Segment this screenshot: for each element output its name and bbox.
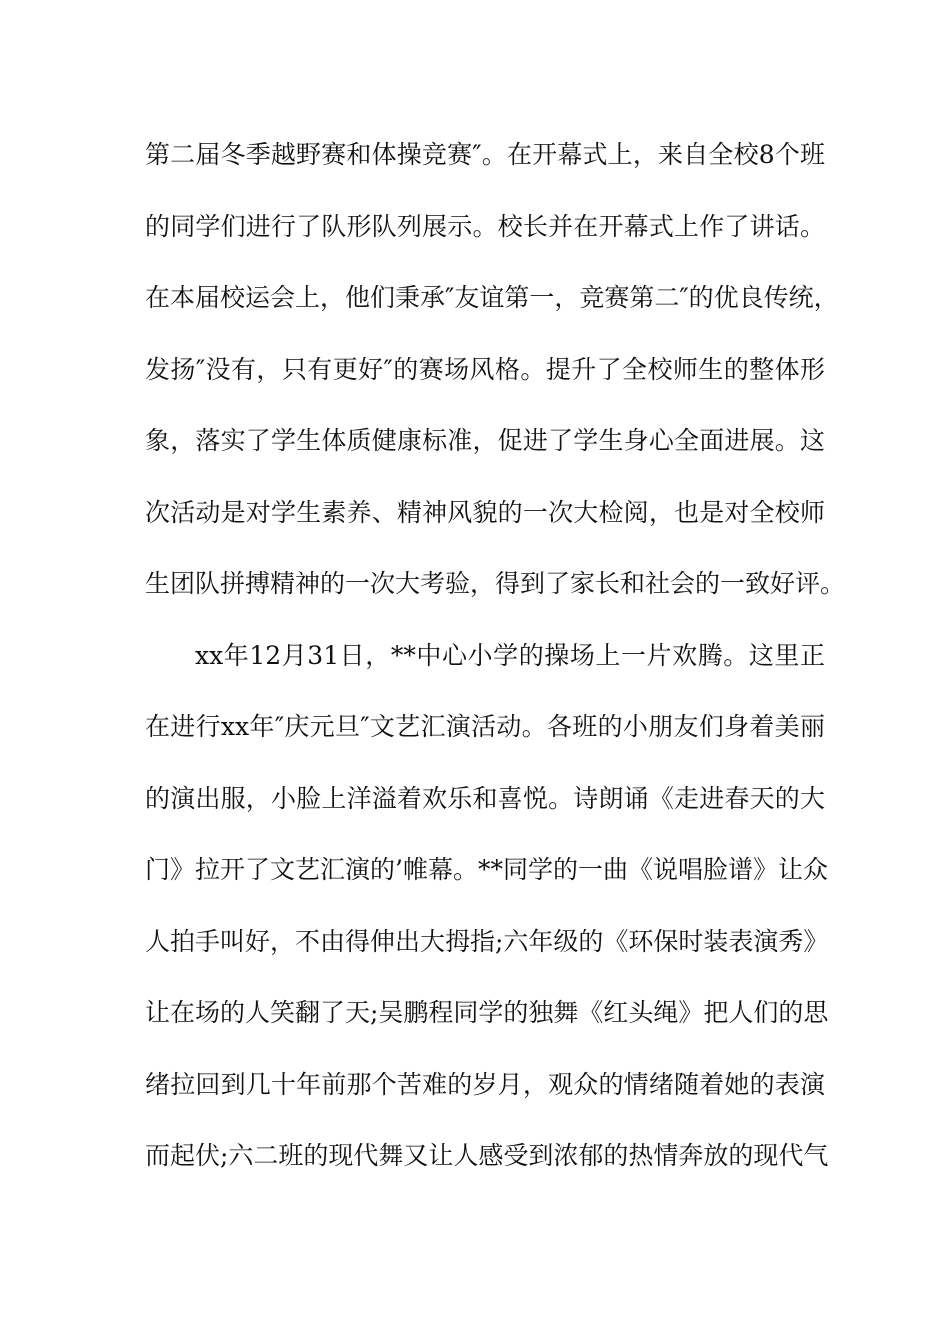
paragraph-start-line: xx年12月31日，**中心小学的操场上一片欢腾。这里正: [195, 640, 825, 670]
text-line: 发扬″没有，只有更好″的赛场风格。提升了全校师生的整体形: [145, 354, 825, 384]
text-line: 次活动是对学生素养、精神风貌的一次大检阅，也是对全校师: [145, 497, 825, 527]
text-line: 绪拉回到几十年前那个苦难的岁月，观众的情绪随着她的表演: [145, 1069, 825, 1099]
text-line: 人拍手叫好，不由得伸出大拇指;六年级的《环保时装表演秀》: [145, 926, 829, 956]
text-line: 在进行xx年″庆元旦″文艺汇演活动。各班的小朋友们身着美丽: [145, 712, 825, 741]
text-line: 第二届冬季越野赛和体操竞赛″。在开幕式上，来自全校8个班: [145, 140, 825, 169]
text-line: 而起伏;六二班的现代舞又让人感受到浓郁的热情奔放的现代气: [145, 1141, 829, 1170]
body-text: [145, 128, 846, 1201]
text-line: 门》拉开了文艺汇演的’帷幕。**同学的一曲《说唱脸谱》让众: [145, 855, 828, 884]
text-line: 生团队拼搏精神的一次大考验，得到了家长和社会的一致好评。: [145, 569, 846, 598]
text-line: 让在场的人笑翻了天;吴鹏程同学的独舞《红头绳》把人们的思: [145, 998, 829, 1027]
text-line: 的演出服，小脸上洋溢着欢乐和喜悦。诗朗诵《走进春天的大: [145, 783, 825, 813]
text-line: 在本届校运会上，他们秉承″友谊第一，竞赛第二″的优良传统，: [145, 283, 839, 312]
text-line: 的同学们进行了队形队列展示。校长并在开幕式上作了讲话。: [145, 211, 825, 241]
text-line: 象，落实了学生体质健康标准，促进了学生身心全面进展。这: [145, 426, 825, 455]
